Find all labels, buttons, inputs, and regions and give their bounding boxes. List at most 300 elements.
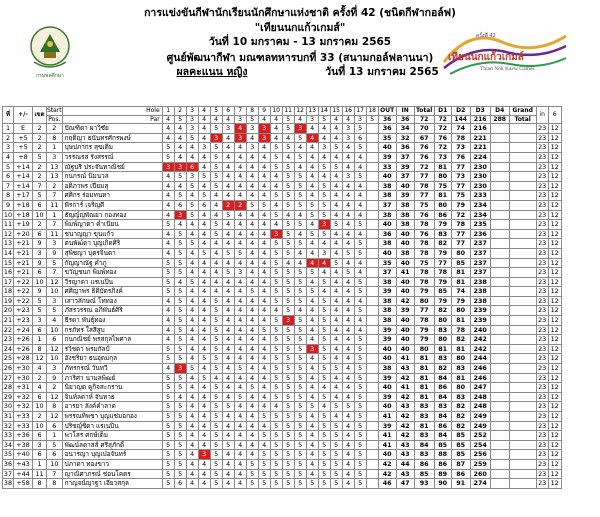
hole-score-empty [366, 239, 378, 249]
out-score: 38 [378, 191, 396, 201]
hole-score: 3 [342, 133, 354, 143]
hole-par: 4 [330, 115, 342, 124]
hole-score: 5 [282, 172, 294, 182]
group-cell: 2 [33, 373, 47, 383]
table-row [3, 258, 562, 268]
out-score: 36 [378, 229, 396, 239]
player-name: ปัณฑิตา ผาวิชัย [62, 124, 162, 134]
grand-total [509, 124, 536, 134]
hole-score: 4 [318, 172, 330, 182]
d3-score: 246 [470, 373, 490, 383]
hole-score: 5 [342, 248, 354, 258]
hole-score: 4 [222, 287, 234, 297]
hole-score: 5 [294, 181, 306, 191]
hole-score: 5 [174, 450, 186, 460]
extra-col-1: 23 [538, 296, 547, 305]
grand-total [509, 248, 536, 258]
hole-score: 4 [222, 344, 234, 354]
d4-score [490, 268, 509, 278]
d4-score [490, 479, 509, 489]
hole-score-empty [366, 172, 378, 182]
d4-score [490, 316, 509, 326]
total-score: 78 [414, 316, 434, 326]
d4-score [490, 133, 509, 143]
d1-score: 80 [434, 200, 451, 210]
hole-score-empty [366, 479, 378, 489]
hole-score: 4 [234, 152, 246, 162]
hole-score: 4 [174, 152, 186, 162]
hole-score: 4 [198, 479, 210, 489]
hole-par: 4 [210, 115, 222, 124]
d4-score [490, 287, 509, 297]
hole-score: 4 [270, 124, 282, 134]
rank-cell: 27 [3, 373, 13, 382]
hole-score: 3 [174, 364, 186, 374]
hole-score: 4 [234, 469, 246, 479]
hole-number: 8 [246, 107, 258, 116]
hole-score: 5 [282, 335, 294, 345]
hole-score: 5 [246, 469, 258, 479]
hole-score: 5 [162, 392, 174, 402]
extra-col-1: 23 [538, 248, 547, 257]
hole-score-empty [366, 421, 378, 431]
start-pos-cell: 1 [47, 143, 63, 153]
group-cell: 7 [33, 181, 47, 191]
total-score: 80 [414, 344, 434, 354]
hole-score: 5 [354, 287, 366, 297]
hole-score: 4 [342, 162, 354, 172]
hole-score: 5 [258, 325, 270, 335]
player-name: ญาณิศาภรณ์ ช่อนโคตร [62, 469, 162, 479]
d3-score: 216 [470, 124, 490, 134]
hole-score: 5 [174, 239, 186, 249]
hole-score: 2 [222, 200, 234, 210]
out-score: 37 [378, 268, 396, 278]
hole-score: 5 [354, 383, 366, 393]
total-score: 79 [414, 325, 434, 335]
hole-score: 4 [210, 239, 222, 249]
hole-score: 4 [342, 296, 354, 306]
hole-score: 5 [174, 344, 186, 354]
in-score: 47 [396, 479, 414, 489]
hole-score: 4 [330, 277, 342, 287]
col-no: ที่ [3, 107, 14, 124]
extra-col-1: 23 [538, 354, 547, 363]
hole-score: 4 [294, 258, 306, 268]
hole-score: 3 [246, 143, 258, 153]
extra-col-2: 12 [548, 354, 561, 364]
total-score: 76 [414, 152, 434, 162]
hole-score: 5 [162, 220, 174, 230]
hole-score: 5 [354, 220, 366, 230]
hole-score: 5 [174, 440, 186, 450]
hole-score: 5 [354, 354, 366, 364]
hole-score: 4 [174, 220, 186, 230]
grand-total [509, 191, 536, 201]
hole-score: 4 [234, 421, 246, 431]
d1-score: 82 [434, 306, 451, 316]
table-row [3, 287, 562, 297]
d1-score: 81 [434, 191, 451, 201]
total-score: 76 [414, 229, 434, 239]
in-score: 40 [396, 316, 414, 326]
hole-score: 4 [354, 325, 366, 335]
hole-score: 4 [258, 162, 270, 172]
hole-score: 5 [318, 181, 330, 191]
extra-col-1: 23 [538, 181, 547, 190]
hole-score: 4 [258, 316, 270, 326]
d2-score: 78 [451, 133, 470, 143]
hole-score: 4 [222, 181, 234, 191]
hole-score: 5 [174, 412, 186, 422]
hole-score: 4 [234, 239, 246, 249]
hole-number: 10 [270, 107, 282, 116]
hole-score: 5 [294, 200, 306, 210]
hole-score: 5 [174, 268, 186, 278]
start-pos-cell: 5 [47, 440, 63, 450]
in-score: 41 [396, 383, 414, 393]
hole-score: 5 [354, 277, 366, 287]
d4-score [490, 248, 509, 258]
hole-score: 5 [210, 124, 222, 134]
hole-score: 4 [342, 373, 354, 383]
d2-par: 144 [451, 115, 470, 124]
hole-score: 5 [294, 364, 306, 374]
col-x1: in [536, 107, 548, 124]
total-score: 80 [414, 296, 434, 306]
table-row [3, 402, 562, 412]
hole-score: 5 [282, 383, 294, 393]
player-name: นิยาญด คูกิจสะกราน [62, 383, 162, 393]
hole-score: 5 [162, 354, 174, 364]
table-row [3, 143, 562, 153]
grand-total [509, 431, 536, 441]
hole-score: 5 [258, 459, 270, 469]
d2-score: 73 [451, 172, 470, 182]
table-row [3, 133, 562, 143]
hole-score: 4 [330, 124, 342, 134]
d4-score [490, 421, 509, 431]
group-cell: 6 [33, 325, 47, 335]
d3-score: 224 [470, 152, 490, 162]
hole-score: 3 [222, 124, 234, 134]
hole-score-empty [366, 296, 378, 306]
hole-score: 3 [198, 143, 210, 153]
hole-score: 5 [270, 354, 282, 364]
hole-score: 5 [306, 287, 318, 297]
table-row [3, 220, 562, 230]
rank-cell: 22 [3, 325, 13, 334]
plus-minus-cell: +33 [14, 421, 33, 431]
start-pos-cell: 9 [47, 373, 63, 383]
hole-score: 4 [258, 354, 270, 364]
hole-score: 5 [318, 316, 330, 326]
d2-score: 85 [451, 431, 470, 441]
total-score: 78 [414, 248, 434, 258]
rank-cell: 23 [3, 335, 13, 344]
table-row [3, 440, 562, 450]
hole-score: 5 [282, 373, 294, 383]
hole-score: 5 [270, 152, 282, 162]
total-score: 83 [414, 402, 434, 412]
hole-score: 4 [198, 220, 210, 230]
in-score: 43 [396, 402, 414, 412]
hole-score: 5 [318, 162, 330, 172]
d1-score: 80 [434, 172, 451, 182]
hole-score: 4 [222, 373, 234, 383]
out-score: 40 [378, 248, 396, 258]
hole-score: 4 [282, 133, 294, 143]
hole-score: 4 [270, 200, 282, 210]
col-d4: D4 [490, 107, 509, 116]
hole-score: 4 [258, 258, 270, 268]
group-cell: 10 [33, 402, 47, 412]
hole-score: 4 [306, 277, 318, 287]
hole-score: 4 [246, 440, 258, 450]
in-score: 37 [396, 152, 414, 162]
in-score: 44 [396, 459, 414, 469]
start-pos-cell: 6 [47, 335, 63, 345]
player-name: เสาวลักษณ์ โททอง [62, 296, 162, 306]
hole-score: 4 [234, 412, 246, 422]
hole-score: 5 [354, 335, 366, 345]
hole-score: 5 [198, 354, 210, 364]
hole-score: 5 [210, 450, 222, 460]
grand-total [509, 306, 536, 316]
group-cell: 3 [33, 316, 47, 326]
hole-score: 5 [294, 440, 306, 450]
group-cell: 2 [33, 172, 47, 182]
hole-score: 4 [342, 431, 354, 441]
col-par-label: Par [62, 115, 162, 124]
hole-score: 4 [234, 373, 246, 383]
hole-score: 4 [174, 143, 186, 153]
hole-score: 4 [306, 152, 318, 162]
hole-score: 5 [162, 383, 174, 393]
hole-score: 4 [162, 124, 174, 134]
plus-minus-cell: +23 [14, 306, 33, 316]
total-par: 72 [414, 115, 434, 124]
rank-cell: 4 [3, 152, 14, 162]
rank-cell: 33 [3, 431, 13, 440]
plus-minus-cell: +18 [14, 200, 33, 210]
hole-score: 4 [246, 354, 258, 364]
hole-score: 5 [174, 354, 186, 364]
hole-score: 5 [282, 191, 294, 201]
rank-cell: 18 [3, 287, 13, 296]
hole-score: 4 [222, 469, 234, 479]
plus-minus-cell: +5 [14, 133, 33, 143]
seal-caption: กรมพลศึกษา [36, 73, 64, 79]
hole-score: 4 [342, 191, 354, 201]
start-pos-cell: 1 [47, 431, 63, 441]
hole-score: 4 [246, 306, 258, 316]
rank-cell: 2 [3, 133, 14, 143]
hole-score: 4 [330, 316, 342, 326]
hole-score: 4 [222, 392, 234, 402]
hole-par: 5 [174, 115, 186, 124]
hole-score: 6 [174, 200, 186, 210]
rank-cell: 24 [3, 344, 13, 353]
extra-col-2: 12 [548, 469, 561, 479]
hole-score: 4 [174, 181, 186, 191]
in-score: 40 [396, 344, 414, 354]
start-pos-cell: 7 [47, 469, 63, 479]
hole-score: 4 [306, 469, 318, 479]
d3-score: 248 [470, 392, 490, 402]
d2-score: 80 [451, 383, 470, 393]
extra-col-1: 23 [538, 152, 547, 161]
hole-score: 4 [258, 277, 270, 287]
hole-score: 5 [294, 191, 306, 201]
grand-total [509, 172, 536, 182]
player-name: ดนพัฒ์ดา บุญเกิดศิริ [62, 239, 162, 249]
hole-score: 4 [306, 296, 318, 306]
start-pos-cell: 5 [47, 258, 63, 268]
d3-score: 240 [470, 325, 490, 335]
result-day: วันที่ 13 มกราคม 2565 [325, 66, 439, 78]
out-score: 40 [378, 383, 396, 393]
hole-score: 5 [186, 239, 198, 249]
d2-score: 81 [451, 268, 470, 278]
hole-score: 5 [282, 143, 294, 153]
hole-score: 5 [162, 421, 174, 431]
start-pos-cell: 8 [47, 402, 63, 412]
out-score: 39 [378, 152, 396, 162]
player-name: ณัฐนรี ประจันทาณิชย์ [62, 162, 162, 172]
hole-score: 5 [162, 344, 174, 354]
rank-cell: 21 [3, 316, 13, 325]
player-name: ชนาญญา ขุนแก้ว [62, 229, 162, 239]
hole-score: 4 [318, 239, 330, 249]
start-pos-cell: 7 [47, 220, 63, 230]
hole-score: 4 [270, 172, 282, 182]
plus-minus-cell: +22 [14, 296, 33, 306]
in-score: 39 [396, 306, 414, 316]
hole-score: 4 [330, 248, 342, 258]
hole-score: 5 [210, 459, 222, 469]
hole-score: 5 [210, 229, 222, 239]
extra-col-1: 23 [538, 383, 547, 392]
rank-cell: 20 [3, 306, 13, 315]
hole-score: 5 [282, 392, 294, 402]
hole-score: 4 [162, 248, 174, 258]
hole-score-empty [366, 191, 378, 201]
rank-cell: 8 [3, 191, 14, 201]
rank-cell: 34 [3, 440, 13, 449]
extra-col-1: 23 [538, 220, 547, 229]
d1-score: 82 [434, 239, 451, 249]
d3-score: 242 [470, 344, 490, 354]
out-score: 41 [378, 412, 396, 422]
rank-cell: 9 [3, 200, 14, 210]
hole-score: 5 [162, 287, 174, 297]
hole-score: 4 [222, 479, 234, 489]
hole-score: 3 [282, 316, 294, 326]
hole-score-empty [366, 344, 378, 354]
out-score: 46 [378, 479, 396, 489]
extra-col-2: 12 [548, 277, 561, 287]
group-cell: 2 [33, 133, 47, 143]
total-score: 79 [414, 335, 434, 345]
plus-minus-cell: +58 [14, 479, 33, 489]
player-name: พรรณทิพชา บุญแช่มอกอง [62, 412, 162, 422]
out-score: 33 [378, 162, 396, 172]
grand-total [509, 402, 536, 412]
extra-col-2: 12 [548, 133, 561, 143]
hole-score: 5 [330, 479, 342, 489]
hole-score: 5 [222, 210, 234, 220]
hole-score: 5 [330, 421, 342, 431]
total-score: 93 [414, 479, 434, 489]
hole-score: 4 [198, 344, 210, 354]
hole-score: 4 [258, 296, 270, 306]
plus-minus-cell: +19 [14, 220, 33, 230]
hole-score: 4 [234, 459, 246, 469]
extra-col-1: 23 [538, 229, 547, 238]
hole-score: 4 [246, 392, 258, 402]
table-row [3, 191, 562, 201]
hole-score: 5 [174, 287, 186, 297]
rank-cell: 1 [3, 124, 14, 134]
hole-score: 4 [258, 402, 270, 412]
table-row [3, 210, 562, 220]
d3-score: 244 [470, 354, 490, 364]
hole-score-empty [366, 229, 378, 239]
player-name: กัญญาณัฐ คำภู [62, 258, 162, 268]
hole-score: 4 [246, 296, 258, 306]
extra-col-1: 23 [538, 364, 547, 373]
player-name: พีรการ์ เจริญดี [62, 200, 162, 210]
grand-total [509, 364, 536, 374]
d4-score [490, 181, 509, 191]
hole-score: 4 [162, 229, 174, 239]
hole-par: 4 [222, 115, 234, 124]
hole-score: 5 [198, 191, 210, 201]
total-score: 78 [414, 268, 434, 278]
hole-score: 5 [354, 469, 366, 479]
hole-score: 4 [162, 306, 174, 316]
hole-score: 5 [294, 277, 306, 287]
hole-score: 4 [258, 383, 270, 393]
hole-score: 5 [174, 296, 186, 306]
total-score: 81 [414, 421, 434, 431]
hole-score: 5 [294, 344, 306, 354]
d4-score [490, 373, 509, 383]
grand-total [509, 239, 536, 249]
table-row [3, 412, 562, 422]
plus-minus-cell: +32 [14, 392, 33, 402]
rank-cell: 26 [3, 364, 13, 373]
start-pos-cell: 13 [47, 162, 63, 172]
plus-minus-cell: +23 [14, 316, 33, 326]
hole-score: 5 [210, 354, 222, 364]
hole-score: 4 [222, 450, 234, 460]
hole-score: 4 [342, 344, 354, 354]
player-name: รวิชดา พรมกัลป์ [62, 344, 162, 354]
plus-minus-cell: +40 [14, 450, 33, 460]
d3-score: 234 [470, 200, 490, 210]
hole-score: 4 [318, 287, 330, 297]
start-pos-cell: 2 [47, 124, 63, 134]
hole-score: 4 [210, 248, 222, 258]
hole-score: 4 [246, 191, 258, 201]
start-pos-cell: 3 [47, 364, 63, 374]
hole-score: 4 [234, 335, 246, 345]
hole-number: 7 [234, 107, 246, 116]
player-name: กนกณิชย์ พรสกุลไพศาล [62, 335, 162, 345]
hole-score: 4 [174, 124, 186, 134]
